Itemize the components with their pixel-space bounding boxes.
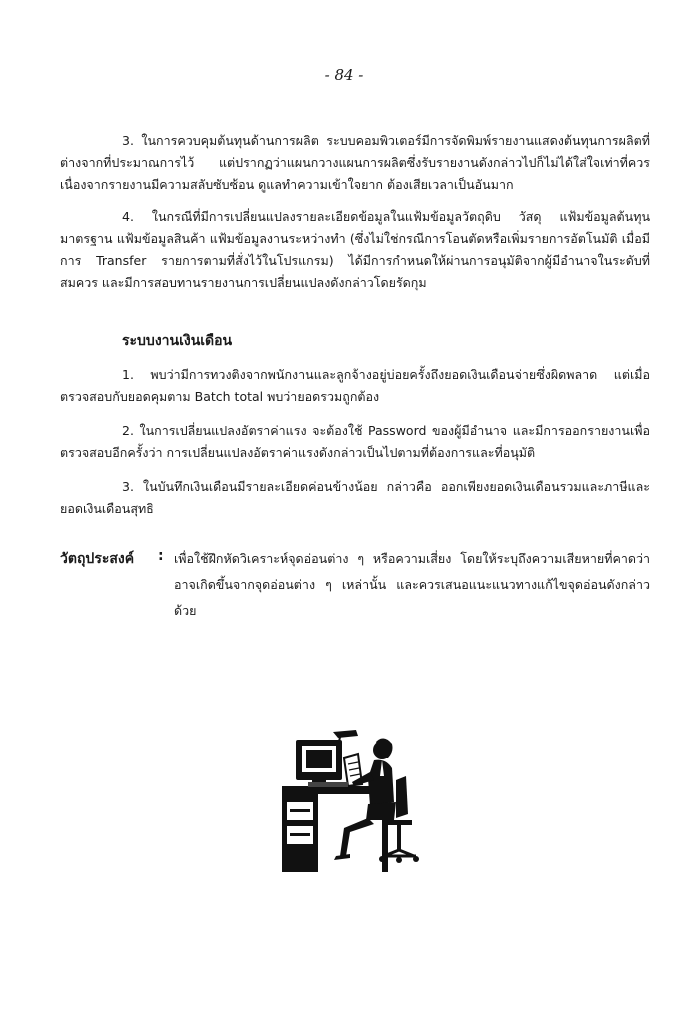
person-at-computer-clipart-icon [278,728,428,882]
objective-label: วัตถุประสงค์ [60,551,135,567]
objective-text: เพื่อใช้ฝึกหัดวิเคราะห์จุดอ่อนต่าง ๆ หรือความเสี่ยง โดยให้ระบุถึงความเสียหายที่คาดว่าอาจเกิดขึ้นจากจุดอ่อนต่าง ๆ เหล่านั้น และควรเสนอแนะแนวทางแก้ไขจุดอ่อนดังกล่าวด้วย [174,551,650,618]
paragraph-file-changes: 4. ในกรณีที่มีการเปลี่ยนแปลงรายละเอียดข้อมูลในแฟ้มข้อมูลวัตถุดิบ วัสดุ แฟ้มข้อมูลต้นทุนมาตรฐาน แฟ้มข้อมูลสินค้า แฟ้มข้อมูลงานระหว่างทำ (ซึ่งไม่ใช่กรณีการโอนตัดหรือเพิ่มรายการอัตโนมัติ เมื่อมีการ Transfer รายการตามที่สั่งไว้ในโปรแกรม) ได้มีการกำหนดให้ผ่านการอนุมัติจากผู้มีอำนาจในระดับที่สมควร และมีการสอบทานรายงานการเปลี่ยนแปลงดังกล่าวโดยรัดกุม [60,209,650,290]
payroll-paragraph-2: 2. ในการเปลี่ยนแปลงอัตราค่าแรง จะต้องใช้ Password ของผู้มีอำนาจ และมีการออกรายงานเพื่อตรวจสอบอีกครั้งว่า การเปลี่ยนแปลงอัตราค่าแรงดังกล่าวเป็นไปตามที่ต้องการและที่อนุมัติ [60,423,650,460]
section-heading-payroll: ระบบงานเงินเดือน [122,333,233,349]
page-number: - 84 - [324,66,364,84]
objective-colon: : [158,548,164,564]
paragraph-cost-control: 3. ในการควบคุมต้นทุนด้านการผลิต ระบบคอมพิวเตอร์มีการจัดพิมพ์รายงานแสดงต้นทุนการผลิตที่ต่างจากที่ประมาณการไว้ แต่ปรากฏว่าแผนกวางแผนการผลิตซึ่งรับรายงานดังกล่าวไปก็ไม่ได้ใส่ใจเท่าที่ควร เนื่องจากรายงานมีความสลับซับซ้อน ดูแลทำความเข้าใจยาก ต้องเสียเวลาเป็นอันมาก [60,133,650,192]
payroll-paragraph-3: 3. ในบันทึกเงินเดือนมีรายละเอียดค่อนข้างน้อย กล่าวคือ ออกเพียงยอดเงินเดือนรวมและภาษีและยอดเงินเดือนสุทธิ [60,479,650,516]
payroll-paragraph-1: 1. พบว่ามีการทวงติงจากพนักงานและลูกจ้างอยู่บ่อยครั้งถึงยอดเงินเดือนจ่ายซึ่งผิดพลาด แต่เมื่อตรวจสอบกับยอดคุมตาม Batch total พบว่ายอดรวมถูกต้อง [60,367,650,404]
